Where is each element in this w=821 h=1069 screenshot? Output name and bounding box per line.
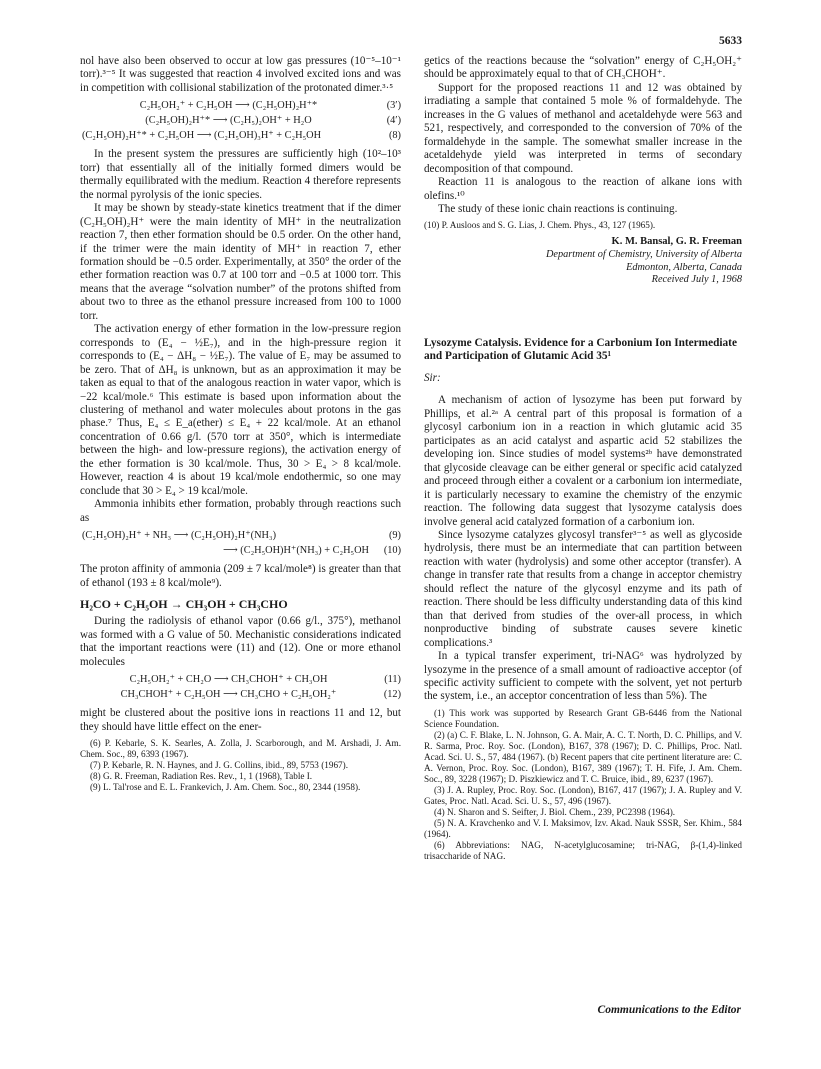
author-department: Department of Chemistry, University of Alberta [545,249,742,261]
equation-expression: C₂H₅OH₂⁺ + C₂H₅OH ⟶ (C₂H₅OH)₂H⁺* [139,100,318,112]
left-paragraph-ammonia: Ammonia inhibits ether formation, probably through reactions such as [80,498,401,524]
right-footnotes [424,708,742,862]
right-paragraph-continuing: The study of these ionic chain reactions is continuing. [438,202,678,215]
left-paragraph-proton-affinity: The proton affinity of ammonia (209 ± 7 kcal/mole⁸) is greater than that of ethanol (193 ± 8 kcal/mole⁹). [80,563,401,589]
footnote-6-abbreviations: (6) Abbreviations: NAG, N-acetylglucosamine; tri-NAG, β-(1,4)-linked trisaccharide of NAG. [424,839,742,861]
left-paragraph-clustering: might be clustered about the positive ions in reactions 11 and 12, but they should have little effect on the ener- [80,707,401,733]
equation-4prime [80,113,401,128]
equation-number: (10) [383,545,401,557]
page-number: 5633 [719,35,742,47]
equation-expression: C₂H₅OH₂⁺ + CH₂O ⟶ CH₃CHOH⁺ + CH₃OH [129,674,328,686]
page-footer: Communications to the Editor [597,1004,741,1016]
equation-9 [80,528,401,543]
equation-number: (12) [383,689,401,701]
equation-block-9-10 [80,528,401,558]
equation-expression: ⟶ (C₂H₅OH)H⁺(NH₃) + C₂H₅OH [222,545,369,557]
equation-number: (11) [384,674,401,686]
equation-8 [80,128,401,143]
footnote-10: (10) P. Ausloos and S. G. Lias, J. Chem. Phys., 43, 127 (1965). [424,220,656,231]
right-paragraph-mechanism: A mechanism of action of lysozyme has been put forward by Phillips, et al.²ᵃ A central part of this proposal is formation of a glycosyl carbonium ion in a reaction in which glutamic acid 35 participates as an acid catalyst and aspartic acid 52 stabilizes the developing ion. Since studies of model systems²ᵇ have demonstrated that glycoside cleavage can be either general or specific acid catalyzed and proceed through either a covalent or a carbonium ion intermediate, it is particularly necessary to examine the chemistry of the enzymic reaction. The following data suggest that lysozyme catalysis does involve general acid catalyzed formation of a carbonium ion. [424,394,742,528]
salutation: Sir: [424,372,441,384]
equation-block-3-4-8 [80,98,401,143]
left-paragraph-radiolysis: During the radiolysis of ethanol vapor (0.66 g/l., 375°), methanol was formed with a G value of 50. Mechanistic considerations indicated that the important reactions were (11) and (12). One or more ethanol molecules [80,615,401,668]
left-paragraph-kinetics: It may be shown by steady-state kinetics treatment that if the dimer (C₂H₅OH)₂H⁺ were the main identity of MH⁺ in the neutralization reaction 7, then ether formation should be 0.5 order. On the other hand, if the trimer were the main identity of MH⁺ in reaction 7, ether formation should be −0.5 order. Experimentally, at 350° the order of the ether formation reaction was 0.7 at 100 torr and −0.5 at 1000 torr. This means that the average “solvation number” of the protons shifted from about two to three as the ethanol pressure increased from 100 to 1000 torr. [80,202,401,322]
footnote-4: (4) N. Sharon and S. Seifter, J. Biol. Chem., 239, PC2398 (1964). [434,806,676,817]
left-intro-paragraph: nol have also been observed to occur at low gas pressures (10⁻⁵–10⁻¹ torr).³⁻⁵ It was suggested that reaction 4 involved excited ions and was in competition with collisional stabilization of the protonated dimer.³·⁵ [80,55,401,94]
equation-3prime [80,98,401,113]
footnote-5: (5) N. A. Kravchenko and V. I. Maksimov, Izv. Akad. Nauk SSSR, Ser. Khim., 584 (1964). [424,817,742,839]
author-signature [424,236,742,286]
footnote-7: (7) P. Kebarle, R. N. Haynes, and J. G. Collins, ibid., 89, 5753 (1967). [90,760,348,771]
footnote-3: (3) J. A. Rupley, Proc. Roy. Soc. (London), B167, 417 (1967); J. A. Rupley and V. Gates, Proc. Natl. Acad. Sci. U. S., 57, 496 (1967). [424,784,742,806]
footnote-1: (1) This work was supported by Research Grant GB-6446 from the National Science Foundation. [424,707,742,729]
author-city: Edmonton, Alberta, Canada [626,261,742,273]
right-paragraph-energetics: getics of the reactions because the “solvation” energy of C₂H₅OH₂⁺ should be approximately equal to that of CH₃CHOH⁺. [424,55,742,81]
received-date: Received July 1, 1968 [651,274,742,286]
equation-number: (8) [388,130,401,142]
equation-expression: (C₂H₅OH)₂H⁺* ⟶ (C₂H₅)₂OH⁺ + H₂O [145,115,312,127]
equation-10 [80,543,401,558]
equation-12 [80,687,401,702]
equation-11 [80,672,401,687]
equation-block-11-12 [80,672,401,702]
right-column [424,55,742,862]
footnote-2: (2) (a) C. F. Blake, L. N. Johnson, G. A. Mair, A. C. T. North, D. C. Phillips, and V. R. Sarma, Proc. Roy. Soc. (London), B167, 378 (1967); D. C. Phillips, Proc. Natl. Acad. Sci. U. S., 57, 484 (1967). (b) Recent papers that cite pertinent literature are: C. A. Vernon, Proc. Roy. Soc. (London), B167, 389 (1967); T. H. Fife, J. Am. Chem. Soc., 89, 3228 (1967); D. Piszkiewicz and T. C. Bruice, ibid., 89, 6237 (1967). [424,729,742,784]
equation-expression: (C₂H₅OH)₂H⁺ + NH₃ ⟶ (C₂H₅OH)₂H⁺(NH₃) [82,530,276,542]
equation-number: (3′) [386,100,401,112]
article-title: Lysozyme Catalysis. Evidence for a Carbonium Ion Intermediate and Participation of Glutamic Acid 35¹ [424,336,737,363]
right-paragraph-support: Support for the proposed reactions 11 and 12 was obtained by irradiating a sample that contained 5 mole % of formaldehyde. The increases in the G values of methanol and acetaldehyde were 563 and 521, respectively, and corresponded to the conversion of 70% of the formaldehyde in the sample. The somewhat smaller increase in the acetaldehyde yield was interpreted in terms of secondary decomposition of that compound. [424,81,742,175]
equation-number: (4′) [386,115,401,127]
equation-expression: CH₃CHOH⁺ + C₂H₅OH ⟶ CH₃CHO + C₂H₅OH₂⁺ [120,689,337,701]
footnote-6: (6) P. Kebarle, S. K. Searles, A. Zolla, J. Scarborough, and M. Arshadi, J. Am. Chem. Soc., 89, 6393 (1967). [80,738,401,760]
footnote-9: (9) L. Tal'rose and E. L. Frankevich, J. Am. Chem. Soc., 80, 2344 (1958). [90,782,361,793]
right-paragraph-experiment: In a typical transfer experiment, tri-NAG⁶ was hydrolyzed by lysozyme in the presence of a small amount of radioactive acceptor (of specific activity sufficient to compete with the solvent, yet not perturb the system, i.e., an acceptor concentration of less than 5%). The [424,650,742,703]
author-names: K. M. Bansal, G. R. Freeman [611,236,742,248]
left-paragraph-pressure: In the present system the pressures are sufficiently high (10²–10³ torr) that essentially all of the initially formed dimers would be thermally equilibrated with the medium. Reaction 4 therefore represents the normal pyrolysis of the ionic species. [80,148,401,201]
left-footnotes [80,738,401,793]
section-heading: H₂CO + C₂H₅OH → CH₃OH + CH₃CHO [80,596,288,611]
right-paragraph-analogous: Reaction 11 is analogous to the reaction of alkane ions with olefins.¹⁰ [424,176,742,202]
footnote-8: (8) G. R. Freeman, Radiation Res. Rev., 1, 1 (1968), Table I. [90,771,313,782]
left-column [80,55,401,793]
left-paragraph-activation-energy: The activation energy of ether formation in the low-pressure region corresponds to (E₄ − ½E₇), and in the high-pressure region it corresponds to (E₄ − ΔH₈ − ½E₇). The value of E₇ may be assumed to be zero. That of ΔH₈ is unknown, but as an approximation it may be taken as equal to that of the analogous reaction in water vapor, which is −22 kcal/mole.⁶ This estimate is based upon information about the clustering of methanol and water molecules about protons in the gas phase.⁷ Thus, E₄ ≤ E_a(ether) ≤ E₄ + 22 kcal/mole. At an ethanol concentration of 0.66 g/l. (570 torr at 350°, which is intermediate between the high- and low-pressure regions), the activation energy of the ether formation is 30 kcal/mole. Thus, 30 > E₄ > 8 kcal/mole. However, reaction 4 is about 19 kcal/mole endothermic, so one may conclude that 30 > E₄ > 19 kcal/mole. [80,323,401,497]
equation-expression: (C₂H₅OH)₂H⁺* + C₂H₅OH ⟶ (C₂H₅OH)₃H⁺ + C₂H₅OH [82,130,322,142]
right-paragraph-transfer: Since lysozyme catalyzes glycosyl transfer³⁻⁵ as well as glycoside hydrolysis, there must be an intermediate that can partition between reaction with water (hydrolysis) and some other acceptor (transfer). A change in transfer rate that results from a change in acceptor chemistry should reflect the nature of the glycosyl enzyme and its path of reaction. There should be less difficulty understanding data of this kind than that derived from studies of the over-all process, in which nonproductive binding of substrate causes severe kinetic complications.³ [424,528,742,649]
equation-number: (9) [388,530,401,542]
